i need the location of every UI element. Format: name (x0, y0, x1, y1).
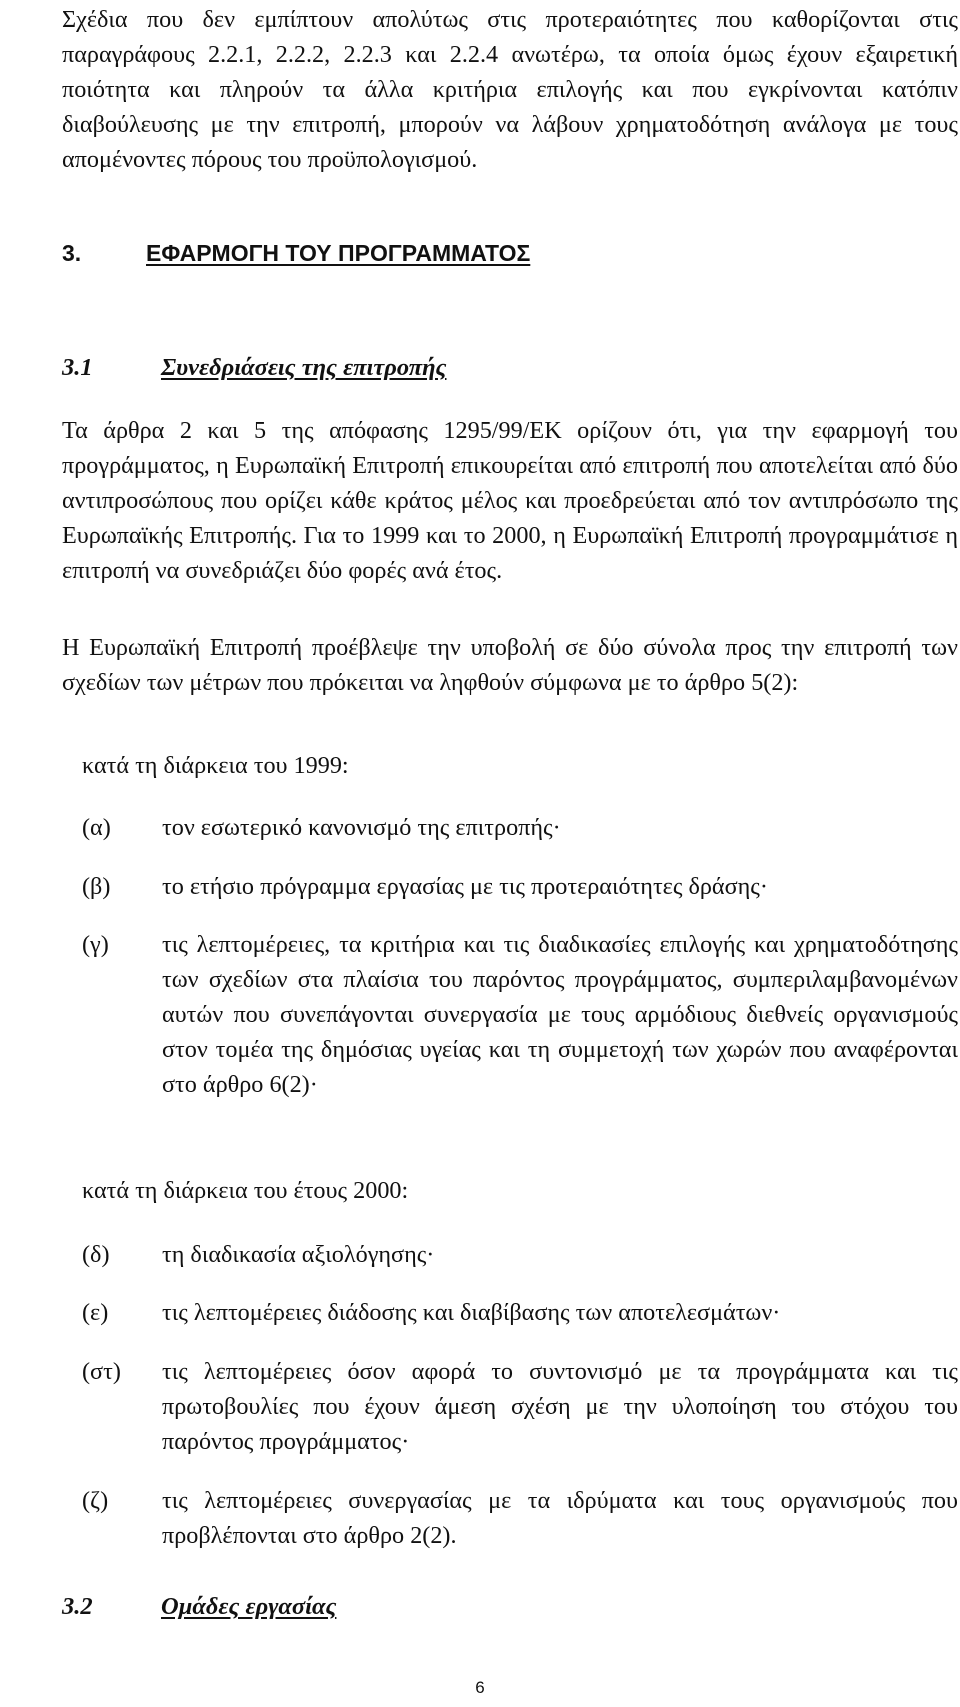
list-item-text: τις λεπτομέρειες συνεργασίας με τα ιδρύματα και τους οργανισμούς που προβλέπονται στο άρθρο 2(2). (162, 1487, 958, 1549)
list-marker: (ζ) (82, 1487, 109, 1514)
paragraph-submission-plans: Η Ευρωπαϊκή Επιτροπή προέβλεψε την υποβολή σε δύο σύνολα προς την επιτροπή των σχεδίων των μέτρων που πρόκειται να ληφθούν σύμφωνα με το άρθρο 5(2): (62, 634, 958, 696)
list-marker: (β) (82, 873, 111, 900)
intro-paragraph: Σχέδια που δεν εμπίπτουν απολύτως στις προτεραιότητες που καθορίζονται στις παραγράφους 2.2.1, 2.2.2, 2.2.3 και 2.2.4 ανωτέρω, τα οποία όμως έχουν εξαιρετική ποιότητα και πληρούν τα άλλα κριτήρια επιλογής και που εγκρίνονται κατόπιν διαβούλευσης με την επιτροπή, μπορούν να λάβουν χρηματοδότηση ανάλογα με τους απομένοντες πόρους του προϋπολογισμού. (62, 6, 958, 173)
section-3-2-title: Ομάδες εργασίας (161, 1593, 337, 1620)
section-3-number: 3. (62, 240, 82, 266)
section-3-1-heading (62, 354, 446, 382)
lead-1999: κατά τη διάρκεια του 1999: (82, 752, 349, 779)
list-marker: (ε) (82, 1299, 109, 1326)
lead-2000: κατά τη διάρκεια του έτους 2000: (82, 1177, 409, 1204)
section-3-title: ΕΦΑΡΜΟΓΗ ΤΟΥ ΠΡΟΓΡΑΜΜΑΤΟΣ (146, 240, 531, 266)
list-marker: (δ) (82, 1241, 110, 1268)
section-3-heading (62, 240, 530, 267)
section-3-1-title: Συνεδριάσεις της επιτροπής (161, 354, 447, 381)
list-item-text: το ετήσιο πρόγραμμα εργασίας με τις προτεραιότητες δράσης· (162, 873, 768, 900)
section-3-2-number: 3.2 (62, 1593, 93, 1620)
paragraph-committee-articles: Τα άρθρα 2 και 5 της απόφασης 1295/99/ΕΚ ορίζουν ότι, για την εφαρμογή του προγράμματος, η Ευρωπαϊκή Επιτροπή επικουρείται από επιτροπή που αποτελείται από δύο αντιπροσώπους που ορίζει κάθε κράτος μέλος και προεδρεύεται από τον αντιπρόσωπο της Ευρωπαϊκής Επιτροπής. Για το 1999 και το 2000, η Ευρωπαϊκή Επιτροπή προγραμμάτισε η επιτροπή να συνεδριάζει δύο φορές ανά έτος. (62, 417, 958, 584)
list-marker: (γ) (82, 931, 109, 958)
section-3-2-heading (62, 1593, 336, 1621)
section-3-1-number: 3.1 (62, 354, 93, 381)
list-item-text: τον εσωτερικό κανονισμό της επιτροπής· (162, 814, 561, 841)
list-marker: (στ) (82, 1358, 121, 1385)
list-item-text: τις λεπτομέρειες όσον αφορά το συντονισμό με τα προγράμματα και τις πρωτοβουλίες που έχουν άμεση σχέση με την υλοποίηση του στόχου του παρόντος προγράμματος· (162, 1358, 958, 1455)
list-item-text: τις λεπτομέρειες, τα κριτήρια και τις διαδικασίες επιλογής και χρηματοδότησης των σχεδίων στα πλαίσια του παρόντος προγράμματος, συμπεριλαμβανομένων αυτών που συνεπάγονται συνεργασία με τους αρμόδιους διεθνείς οργανισμούς στον τομέα της δημόσιας υγείας και τη συμμετοχή των χωρών που αναφέρονται στο άρθρο 6(2)· (162, 931, 958, 1098)
list-item-text: τη διαδικασία αξιολόγησης· (162, 1241, 435, 1268)
list-item-text: τις λεπτομέρειες διάδοσης και διαβίβασης των αποτελεσμάτων· (162, 1299, 781, 1326)
list-marker: (α) (82, 814, 111, 841)
page-number: 6 (475, 1678, 485, 1697)
